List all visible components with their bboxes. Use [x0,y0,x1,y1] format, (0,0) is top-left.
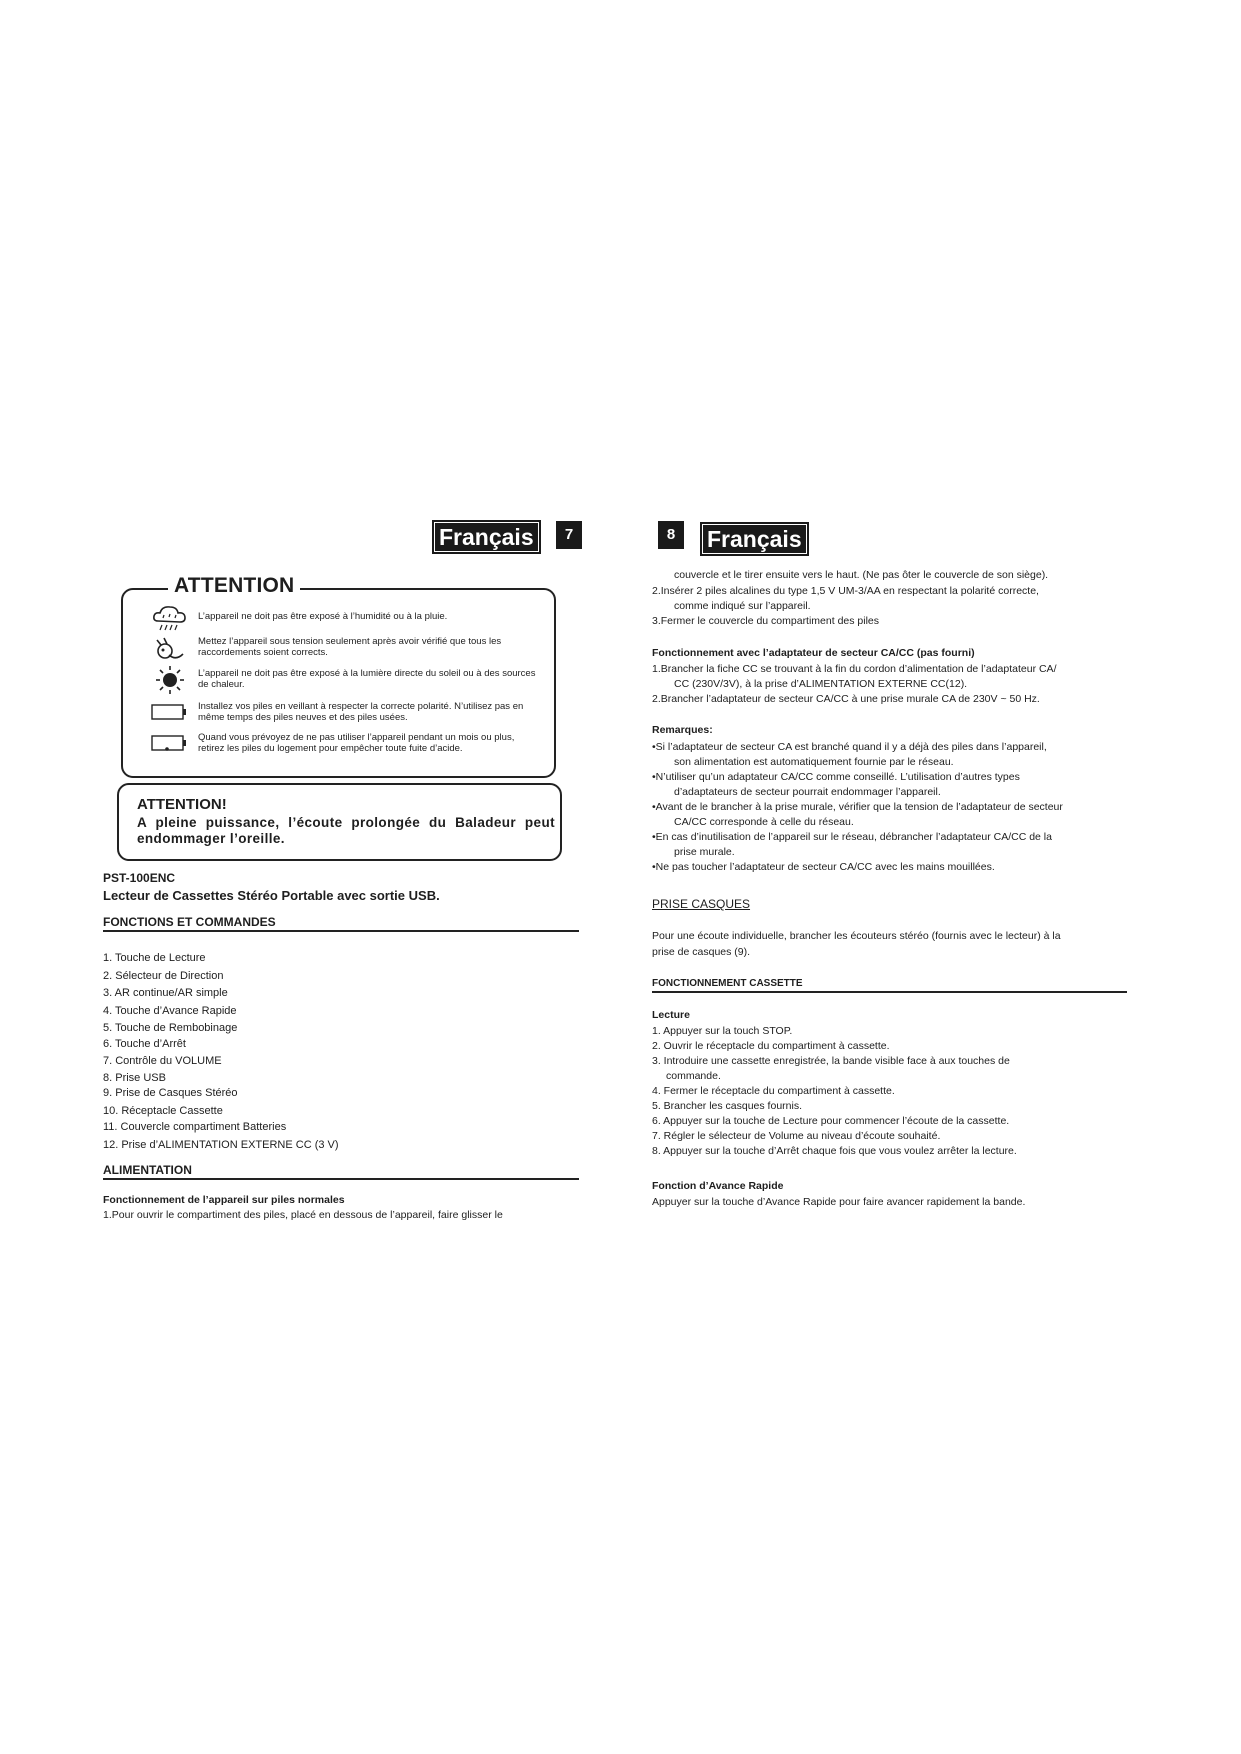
list-item: 4. Touche d’Avance Rapide [103,1004,237,1017]
headphones-text-line-1: Pour une écoute individuelle, brancher les écouteurs stéréo (fournis avec le lecteur) à la [652,930,1061,942]
remark-line: •N’utiliser qu’un adaptateur CA/CC comme conseillé. L’utilisation d’autres types [652,771,1020,783]
rain-cloud-icon [150,603,190,633]
functions-heading: FONCTIONS ET COMMANDES [103,915,276,929]
warning-item [150,603,545,633]
product-model: PST-100ENC [103,871,176,885]
cassette-step: 1. Appuyer sur la touch STOP. [652,1025,793,1037]
section-rule [652,991,1127,993]
power-step-3: 3.Fermer le couvercle du compartiment des piles [652,615,880,627]
cassette-step: 3. Introduire une cassette enregistrée, la bande visible face à aux touches de [652,1055,1010,1067]
adapter-heading: Fonctionnement avec l’adaptateur de secteur CA/CC (pas fourni) [652,647,975,659]
list-item: 12. Prise d’ALIMENTATION EXTERNE CC (3 V) [103,1138,339,1151]
headphones-text-line-2: prise de casques (9). [652,946,751,958]
cassette-step: 5. Brancher les casques fournis. [652,1100,802,1112]
cassette-steps [652,1024,1122,1159]
list-item: 9. Prise de Casques Stéréo [103,1087,238,1099]
warning-item-text: L’appareil ne doit pas être exposé à l’humidité ou à la pluie. [198,611,448,622]
remark-line: prise murale. [674,846,735,858]
fast-forward-heading: Fonction d’Avance Rapide [652,1180,784,1192]
left-page-number: 7 [556,521,582,549]
product-name: Lecteur de Cassettes Stéréo Portable avec sortie USB. [103,888,440,903]
sun-icon [150,665,190,695]
warning-item-text: Quand vous prévoyez de ne pas utiliser l’appareil pendant un mois ou plus, retirez les piles du logement pour empêcher toute fuite d’acide. [198,732,515,754]
list-item: 10. Réceptacle Cassette [103,1104,223,1117]
cassette-step: commande. [666,1070,721,1082]
cassette-step: 6. Appuyer sur la touche de Lecture pour commencer l’écoute de la cassette. [652,1115,1010,1127]
hearing-warning-text: A pleine puissance, l’écoute prolongée du Baladeur peut endommager l’oreille. [137,815,555,846]
list-item: 6. Touche d’Arrêt [103,1038,186,1050]
battery-icon [150,697,190,727]
right-language-tag: Français [700,522,809,556]
warning-item-text: Mettez l’appareil sous tension seulement après avoir vérifié que tous les raccordements soient corrects. [198,636,502,658]
warning-item [150,665,545,695]
headphones-heading: PRISE CASQUES [652,897,751,911]
adapter-step-1-continued: CC (230V/3V), à la prise d’ALIMENTATION EXTERNE CC(12). [674,678,968,690]
list-item: 2. Sélecteur de Direction [103,969,224,982]
remark-line: CA/CC corresponde à celle du réseau. [674,816,854,828]
list-item: 3. AR continue/AR simple [103,987,228,999]
remarks-heading: Remarques: [652,724,713,736]
hearing-warning-title: ATTENTION! [137,796,227,813]
power-step-2: 2.Insérer 2 piles alcalines du type 1,5 V UM-3/AA en respectant la polarité correcte, [652,585,1039,597]
warning-box-title: ATTENTION [168,574,300,598]
warning-item [150,634,545,664]
remark-line: d’adaptateurs de secteur pourrait endommager l’appareil. [674,786,941,798]
battery-leak-icon [150,728,190,758]
remark-line: •Ne pas toucher l’adaptateur de secteur CA/CC avec les mains mouillées. [652,861,995,873]
remark-line: •Avant de le brancher à la prise murale, vérifier que la tension de l’adaptateur de secteur [652,801,1063,813]
power-step-1-continued: couvercle et le tirer ensuite vers le haut. (Ne pas ôter le couvercle de son siège). [674,569,1049,581]
warning-item [150,728,545,758]
fast-forward-text: Appuyer sur la touche d’Avance Rapide pour faire avancer rapidement la bande. [652,1196,1026,1208]
warning-item [150,697,545,727]
remark-line: •En cas d’inutilisation de l’appareil sur le réseau, débrancher l’adaptateur CA/CC de la [652,831,1052,843]
adapter-step-1: 1.Brancher la fiche CC se trouvant à la fin du cordon d’alimentation de l’adaptateur CA/ [652,663,1057,675]
right-page-number: 8 [658,521,684,549]
power-heading: ALIMENTATION [103,1163,192,1177]
section-rule [103,1178,579,1180]
power-subheading: Fonctionnement de l’appareil sur piles normales [103,1194,345,1206]
power-step-2-continued: comme indiqué sur l’appareil. [674,600,811,612]
warning-item-text: Installez vos piles en veillant à respecter la correcte polarité. N’utilisez pas en même temps des piles neuves et des piles usées. [198,701,524,723]
left-language-tag: Français [432,520,541,554]
remarks-list [652,740,1122,875]
functions-list [103,951,339,1155]
list-item: 7. Contrôle du VOLUME [103,1055,222,1067]
cassette-step: 8. Appuyer sur la touche d’Arrêt chaque fois que vous voulez arrêter la lecture. [652,1145,1017,1157]
list-item: 8. Prise USB [103,1071,166,1084]
list-item: 11. Couvercle compartiment Batteries [103,1121,287,1133]
remark-line: •Si l’adaptateur de secteur CA est branché quand il y a déjà des piles dans l’appareil, [652,741,1047,753]
power-step-1: 1.Pour ouvrir le compartiment des piles, placé en dessous de l’appareil, faire glisser le [103,1209,503,1221]
cassette-subheading: Lecture [652,1009,690,1021]
list-item: 5. Touche de Rembobinage [103,1022,238,1034]
section-rule [103,930,579,932]
hearing-warning-box [117,783,562,861]
adapter-step-2: 2.Brancher l’adaptateur de secteur CA/CC à une prise murale CA de 230V ~ 50 Hz. [652,693,1040,705]
cassette-step: 7. Régler le sélecteur de Volume au niveau d’écoute souhaité. [652,1130,941,1142]
warning-item-text: L’appareil ne doit pas être exposé à la lumière directe du soleil ou à des sources de chaleur. [198,668,536,690]
cassette-step: 2. Ouvrir le réceptacle du compartiment à cassette. [652,1040,890,1052]
power-plug-icon [150,634,190,664]
cassette-heading: FONCTIONNEMENT CASSETTE [652,978,803,989]
cassette-step: 4. Fermer le réceptacle du compartiment à cassette. [652,1085,895,1097]
list-item: 1. Touche de Lecture [103,952,206,964]
remark-line: son alimentation est automatiquement fournie par le réseau. [674,756,954,768]
